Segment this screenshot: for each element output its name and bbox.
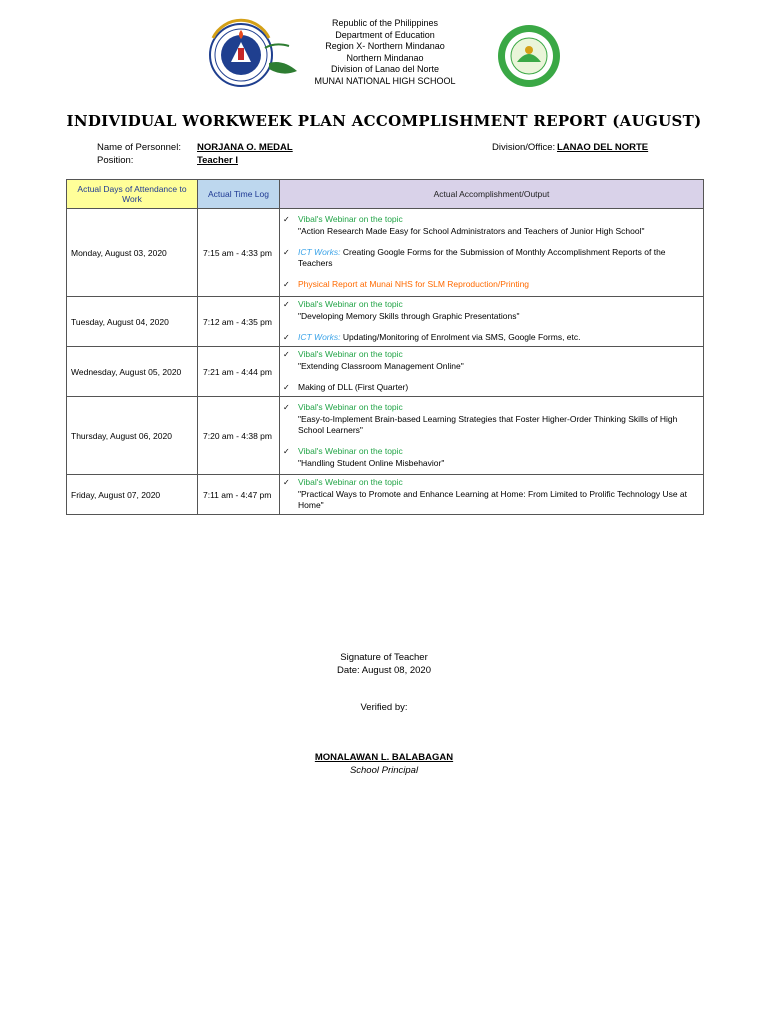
position-label: Position: [97,155,134,166]
accomplishment-cell [280,397,704,475]
item-prefix: ICT Works: [298,247,341,257]
item-lead: Vibal's Webinar on the topic [298,445,403,456]
accomplishment-cell [280,209,704,297]
item-text: Updating/Monitoring of Enrolment via SMS, Google Forms, etc. [340,332,581,342]
report-title: INDIVIDUAL WORKWEEK PLAN ACCOMPLISHMENT REPORT (AUGUST) [66,112,702,130]
day-cell: Thursday, August 06, 2020 [67,397,198,475]
verified-by-label: Verified by: [360,702,408,713]
day-cell: Tuesday, August 04, 2020 [67,297,198,347]
position-value: Teacher I [197,155,239,166]
table-row [67,347,704,397]
header-line: Northern Mindanao [346,52,424,63]
header-accomplishment: Actual Accomplishment/Output [280,180,704,209]
check-icon: ✓ [283,383,290,392]
item-text: Creating Google Forms for the Submission of Monthly Accomplishment Reports of the Teachers [298,247,666,268]
time-cell: 7:20 am - 4:38 pm [198,397,280,475]
day-cell: Monday, August 03, 2020 [67,209,198,297]
item-lead: Vibal's Webinar on the topic [298,401,403,412]
check-icon: ✓ [283,402,290,412]
check-icon: ✓ [283,446,290,456]
time-cell: 7:12 am - 4:35 pm [198,297,280,347]
header-line: Region X- Northern Mindanao [325,41,445,51]
item-text: "Developing Memory Skills through Graphic Presentations" [298,311,520,321]
table-row [67,209,704,297]
signature-date: Date: August 08, 2020 [336,665,432,676]
table-row [67,297,704,347]
time-cell: 7:15 am - 4:33 pm [198,209,280,297]
header-line: MUNAI NATIONAL HIGH SCHOOL [314,75,456,86]
division-value: LANAO DEL NORTE [557,142,649,153]
table-row [67,397,704,475]
accomplishment-cell [280,475,704,515]
check-icon: ✓ [283,478,290,487]
check-icon: ✓ [283,300,290,309]
item-text: "Action Research Made Easy for School Administrators and Teachers of Junior High School" [298,226,645,236]
item-text: "Practical Ways to Promote and Enhance Learning at Home: From Limited to Prolific Technology Use at Home" [298,489,688,510]
day-cell: Friday, August 07, 2020 [67,475,198,515]
item-orange: Physical Report at Munai NHS for SLM Reproduction/Printing [298,279,530,289]
table-row [67,475,704,515]
principal-name: MONALAWAN L. BALABAGAN [314,752,454,763]
item-text: "Handling Student Online Misbehavior" [298,457,445,468]
check-icon: ✓ [283,333,290,342]
time-cell: 7:11 am - 4:47 pm [198,475,280,515]
item-text: "Extending Classroom Management Online" [298,361,464,371]
header-time-log: Actual Time Log [198,180,280,209]
accomplishment-cell [280,297,704,347]
item-lead: Vibal's Webinar on the topic [298,299,403,309]
division-label: Division/Office: [492,142,556,153]
check-icon: ✓ [283,215,290,224]
time-cell: 7:21 am - 4:44 pm [198,347,280,397]
item-lead: Vibal's Webinar on the topic [298,477,403,487]
item-lead: Vibal's Webinar on the topic [298,349,403,359]
day-cell: Wednesday, August 05, 2020 [67,347,198,397]
school-header [290,18,480,87]
check-icon: ✓ [283,350,290,359]
header-line: Department of Education [335,29,435,40]
name-value: NORJANA O. MEDAL [197,142,293,153]
deped-seal-logo [203,18,303,88]
principal-title: School Principal [349,765,419,776]
header-line: Division of Lanao del Norte [330,64,440,74]
check-icon: ✓ [283,280,290,289]
item-lead: Vibal's Webinar on the topic [298,214,403,224]
accomplishment-table [66,179,704,515]
accomplishment-cell [280,347,704,397]
check-icon: ✓ [283,248,290,257]
header-line: Republic of the Philippines [331,18,439,28]
table-header-row [67,180,704,209]
item-text: "Easy-to-Implement Brain-based Learning Strategies that Foster Higher-Order Thinking Skills of High School Learners" [298,413,678,435]
item-prefix: ICT Works: [298,332,341,342]
item-plain: Making of DLL (First Quarter) [298,382,409,392]
school-seal-logo [497,24,561,88]
name-label: Name of Personnel: [97,142,181,153]
header-days: Actual Days of Attendance to Work [67,180,198,209]
teacher-signature-label: Signature of Teacher [340,652,428,663]
